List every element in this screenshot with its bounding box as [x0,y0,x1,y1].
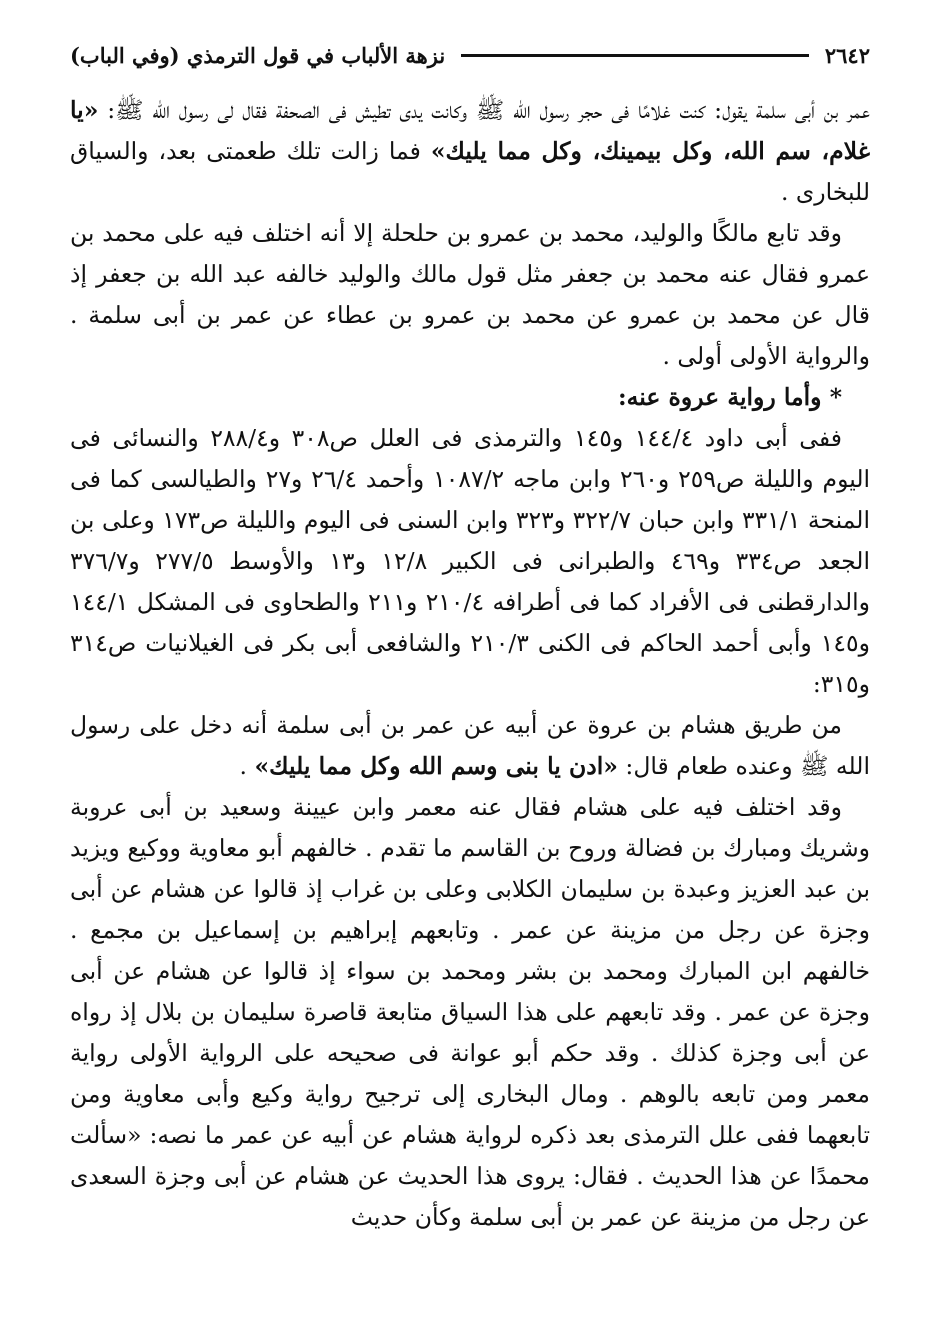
paragraph-1-text-end: فما زالت تلك طعمتى بعد، والسياق للبخارى . [70,137,870,206]
page-number: ٢٦٤٢ [824,42,870,68]
hadith-quote-1: «يا غلام، سم الله، وكل بيمينك، وكل مما يليك» [70,96,870,165]
paragraph-5: وقد اختلف فيه على هشام فقال عنه معمر وابن عيينة وسعيد بن أبى عروبة وشريك ومبارك بن فضالة وروح بن القاسم ما تقدم . خالفهم أبو معاوية ووكيع ويزيد بن عبد العزيز وعبدة بن سليمان الكلابى وعلى بن غراب إذ قالوا عن هشام عن أبى وجزة عن رجل من مزينة عن عمر . وتابعهم إبراهيم بن إسماعيل بن مجمع . خالفهم ابن المبارك ومحمد بن بشر ومحمد بن سواء إذ قالوا عن هشام عن أبى وجزة عن عمر . وقد تابعهم على هذا السياق متابعة قاصرة سليمان بن بلال إذ رواه عن أبى وجزة كذلك . وقد حكم أبو عوانة فى صحيحه على الرواية الأولى رواية معمر ومن تابعه بالوهم . ومال البخارى إلى ترجيح رواية وكيع وأبى معاوية ومن تابعهما ففى علل الترمذى بعد ذكره لرواية هشام عن أبيه عن عمر ما نصه: «سألت محمدًا عن هذا الحديث . فقال: يروى هذا الحديث عن هشام عن أبى وجزة السعدى عن رجل من مزينة عن عمر بن أبى سلمة وكأن حديث [70,793,870,1231]
paragraph-4 [70,705,870,787]
hadith-quote-2: «ادن يا بنى وسم الله وكل مما يليك» [254,752,618,780]
paragraph-1 [70,90,870,213]
book-page [70,38,870,1238]
paragraph-1-text-start: عمر بن أبى سلمة يقول: كنت غلامًا فى حجر رسول الله ﷺ وكانت يدى تطيش فى الصحفة فقال لى رسول الله ﷺ: [98,96,870,124]
paragraph-4-text-end: . [239,752,255,780]
section-heading: * وأما رواية عروة عنه: [617,383,842,411]
header-rule [461,54,809,57]
paragraph-3: ففى أبى داود ١٤٤/٤ و١٤٥ والترمذى فى العلل ص٣٠٨ و٢٨٨/٤ والنسائى فى اليوم والليلة ص٢٥٩ و٢٦٠ وابن ماجه ١٠٨٧/٢ وأحمد ٢٦/٤ و٢٧ والطيالسى كما فى المنحة ٣٣١/١ وابن حبان ٣٢٢/٧ و٣٢٣ وابن السنى فى اليوم والليلة ص١٧٣ وعلى بن الجعد ص٣٣٤ و٤٦٩ والطبرانى فى الكبير ١٢/٨ و١٣ والأوسط ٢٧٧/٥ و٣٧٦/٧ والدارقطنى فى الأفراد كما فى أطرافه ٢١٠/٤ و٢١١ والطحاوى فى المشكل ١٤٤/١ و١٤٥ وأبى أحمد الحاكم فى الكنى ٢١٠/٣ والشافعى أبى بكر فى الغيلانيات ص٣١٤ و٣١٥: [70,424,871,698]
page-body [70,90,870,1238]
page-header [70,38,870,72]
paragraph-4-text-start: من طريق هشام بن عروة عن أبيه عن عمر بن أبى سلمة أنه دخل على رسول الله ﷺ وعنده طعام قال: [70,711,870,780]
running-title: نزهة الألباب في قول الترمذي (وفي الباب) [70,42,446,68]
paragraph-2: وقد تابع مالكًا والوليد، محمد بن عمرو بن حلحلة إلا أنه اختلف فيه على محمد بن عمرو فقال عنه محمد بن جعفر مثل قول مالك والوليد خالفه عبد الله بن جعفر إذ قال عن محمد بن عمرو عن محمد بن عمرو بن عطاء عن عمر بن أبى سلمة . والرواية الأولى أولى . [70,219,870,370]
